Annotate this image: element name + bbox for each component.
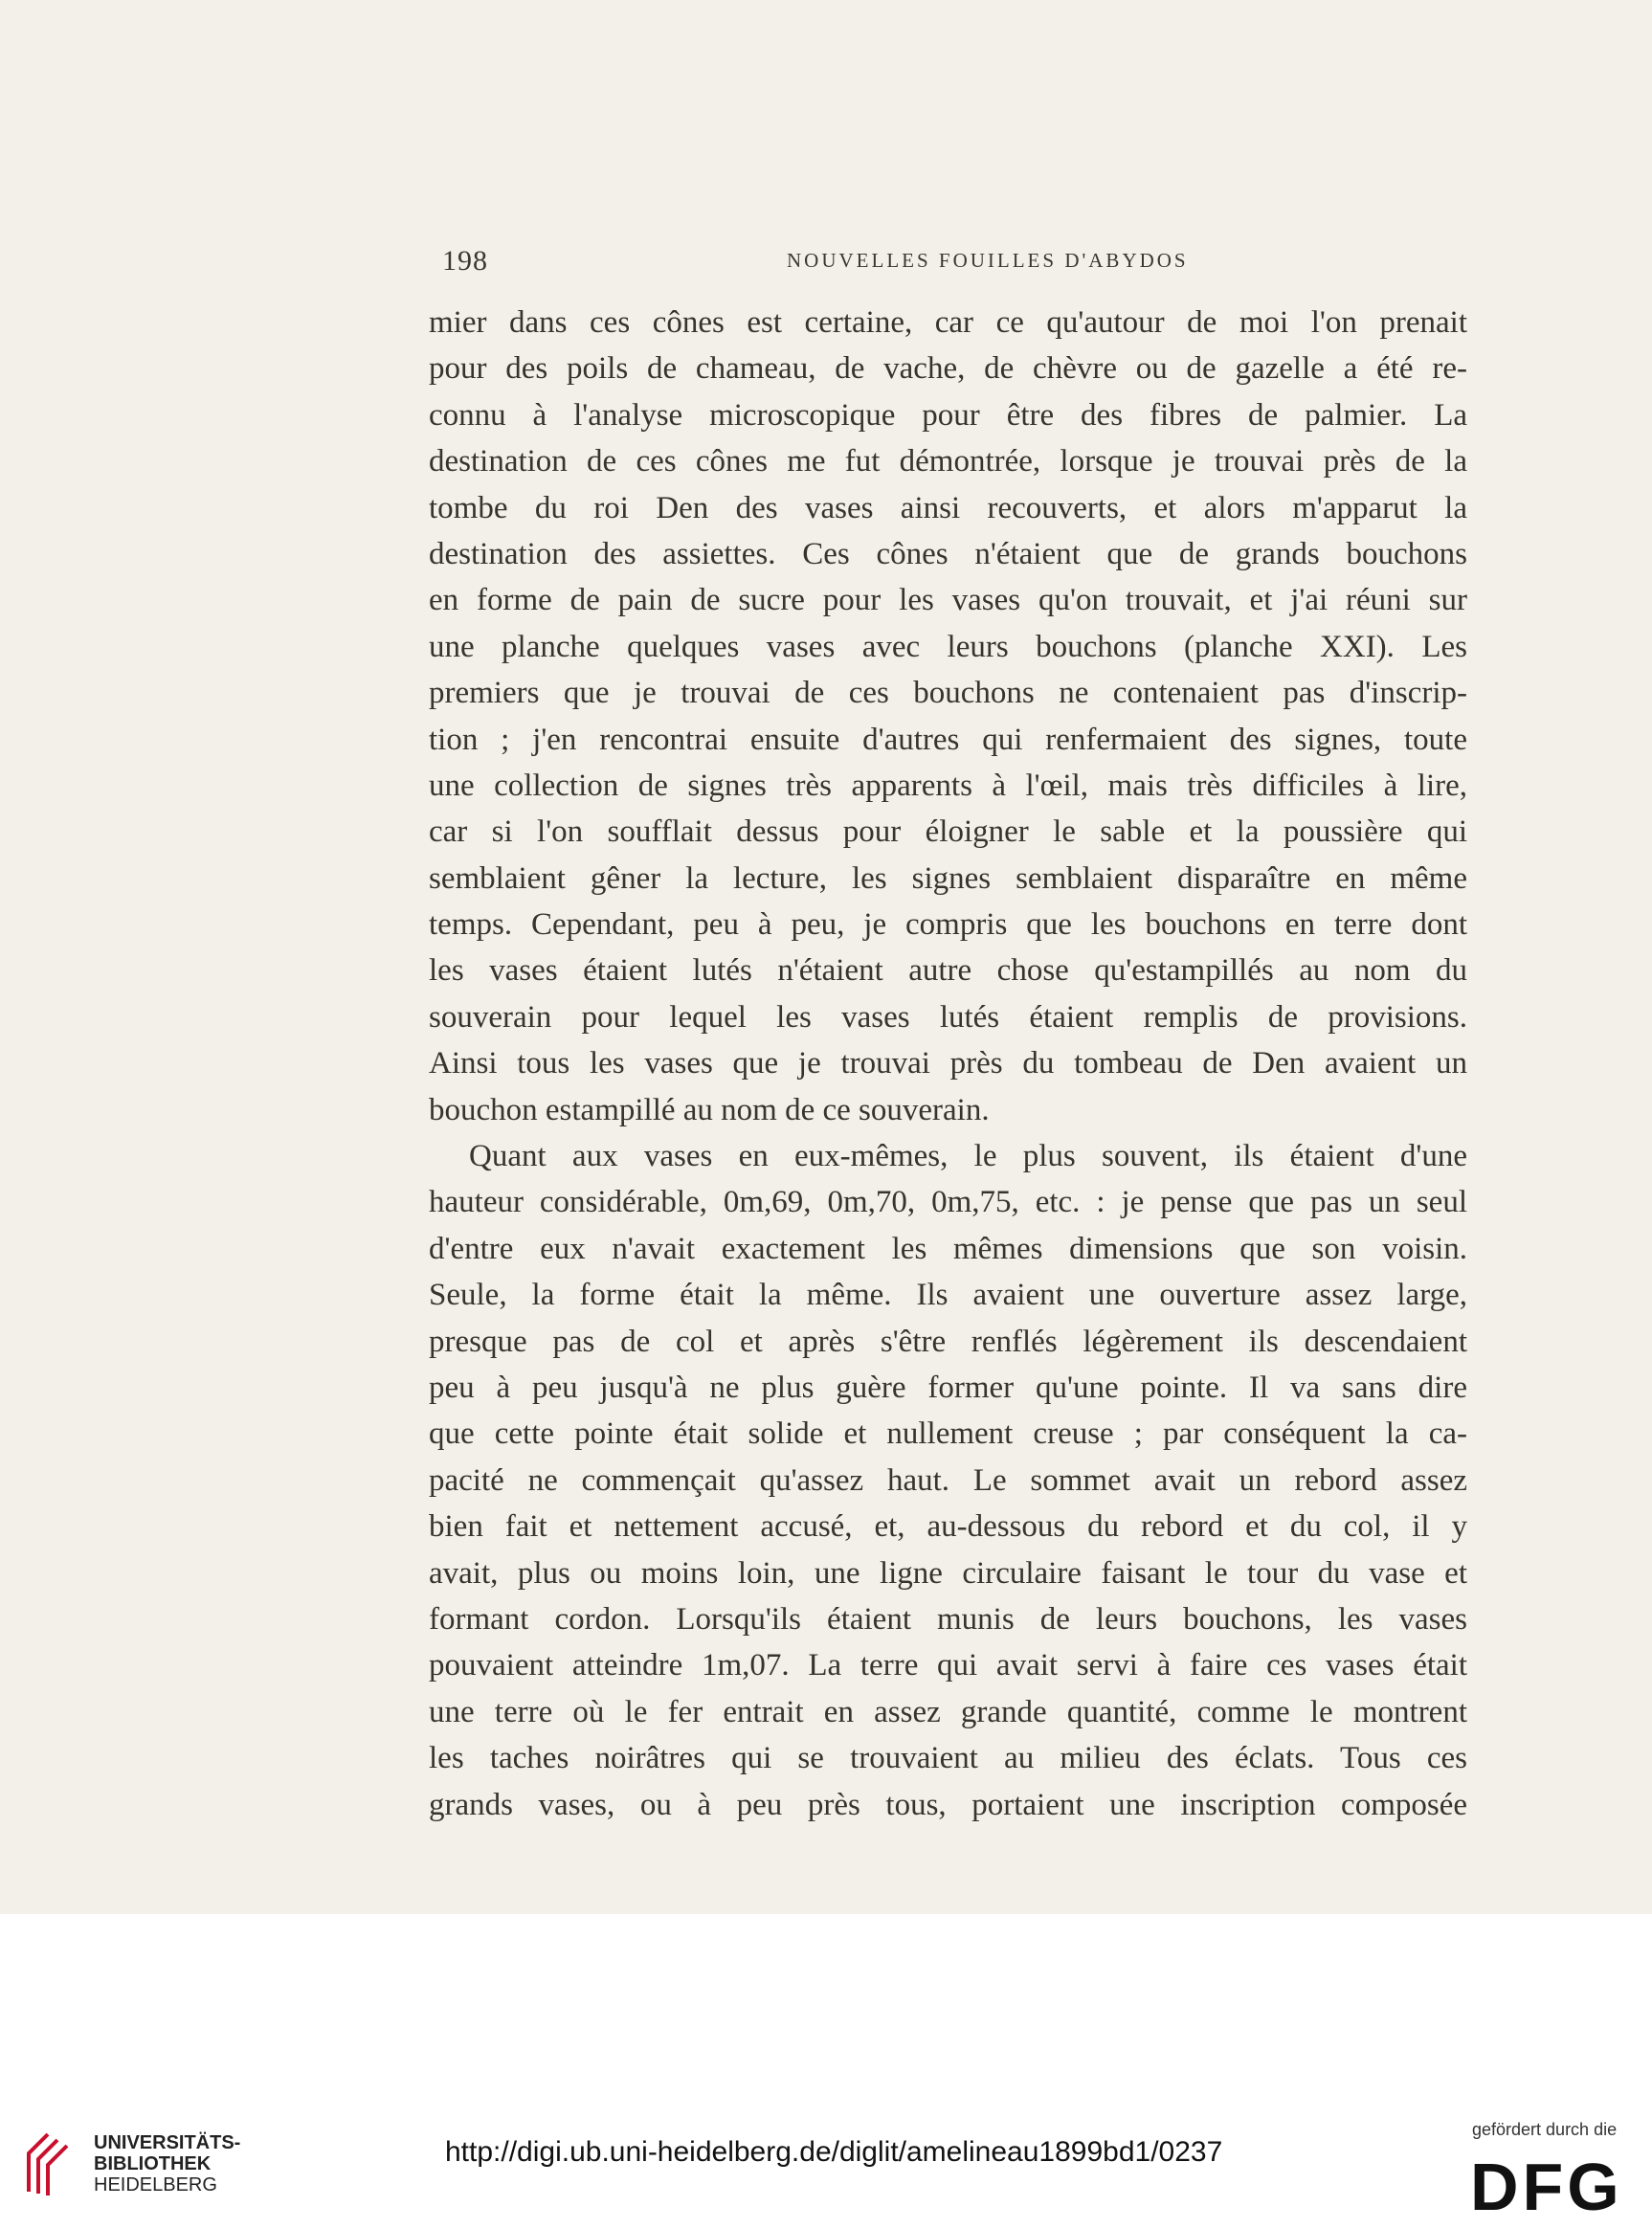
text-line: semblaient gêner la lecture, les signes semblaient disparaître en même bbox=[429, 860, 1467, 896]
text-line: pouvaient atteindre 1m,07. La terre qui avait servi à faire ces vases était bbox=[429, 1648, 1467, 1683]
text-line: une collection de signes très apparents à l'œil, mais très difficiles à lire, bbox=[429, 768, 1467, 803]
text-line: tion ; j'en rencontrai ensuite d'autres qui renfermaient des signes, toute bbox=[429, 722, 1467, 757]
text-line: presque pas de col et après s'être renflés légèrement ils descendaient bbox=[429, 1324, 1467, 1359]
text-line: destination de ces cônes me fut démontrée, lorsque je trouvai près de la bbox=[429, 444, 1467, 479]
library-logo-icon bbox=[19, 2125, 82, 2201]
text-line: formant cordon. Lorsqu'ils étaient munis de leurs bouchons, les vases bbox=[429, 1601, 1467, 1637]
text-line: pour des poils de chameau, de vache, de chèvre ou de gazelle a été re- bbox=[429, 351, 1467, 387]
text-line: bien fait et nettement accusé, et, au-dessous du rebord et du col, il y bbox=[429, 1509, 1467, 1545]
text-line: hauteur considérable, 0m,69, 0m,70, 0m,75, etc. : je pense que pas un seul bbox=[429, 1185, 1467, 1220]
library-name-line: BIBLIOTHEK bbox=[94, 2153, 212, 2174]
text-line: une planche quelques vases avec leurs bouchons (planche XXI). Les bbox=[429, 629, 1467, 664]
text-line: Quant aux vases en eux-mêmes, le plus souvent, ils étaient d'une bbox=[469, 1139, 1467, 1174]
text-line: les taches noirâtres qui se trouvaient au milieu des éclats. Tous ces bbox=[429, 1741, 1467, 1776]
text-line: en forme de pain de sucre pour les vases qu'on trouvait, et j'ai réuni sur bbox=[429, 583, 1467, 618]
text-line: avait, plus ou moins loin, une ligne circulaire faisant le tour du vase et bbox=[429, 1555, 1467, 1591]
text-line: car si l'on soufflait dessus pour éloigner le sable et la poussière qui bbox=[429, 814, 1467, 850]
text-line: souverain pour lequel les vases lutés étaient remplis de provisions. bbox=[429, 999, 1467, 1035]
text-line: peu à peu jusqu'à ne plus guère former qu'une pointe. Il va sans dire bbox=[429, 1370, 1467, 1405]
dfg-logo: DFG bbox=[1470, 2150, 1623, 2224]
text-line: tombe du roi Den des vases ainsi recouverts, et alors m'apparut la bbox=[429, 490, 1467, 525]
text-line: bouchon estampillé au nom de ce souverain. bbox=[429, 1092, 990, 1127]
body-text bbox=[429, 300, 1467, 1828]
running-head bbox=[442, 245, 1457, 283]
text-line: premiers que je trouvai de ces bouchons ne contenaient pas d'inscrip- bbox=[429, 676, 1467, 711]
text-line: connu à l'analyse microscopique pour être des fibres de palmier. La bbox=[429, 397, 1467, 433]
text-line: grands vases, ou à peu près tous, portaient une inscription composée bbox=[429, 1787, 1467, 1822]
text-line: une terre où le fer entrait en assez grande quantité, comme le montrent bbox=[429, 1694, 1467, 1729]
funded-by-label: gefördert durch die bbox=[1472, 2120, 1618, 2139]
text-line: d'entre eux n'avait exactement les mêmes dimensions que son voisin. bbox=[429, 1231, 1467, 1266]
text-line: destination des assiettes. Ces cônes n'étaient que de grands bouchons bbox=[429, 536, 1467, 571]
text-line: temps. Cependant, peu à peu, je compris que les bouchons en terre dont bbox=[429, 907, 1467, 943]
page-number: 198 bbox=[442, 245, 488, 277]
text-line: Seule, la forme était la même. Ils avaient une ouverture assez large, bbox=[429, 1278, 1467, 1313]
text-line: Ainsi tous les vases que je trouvai près du tombeau de Den avaient un bbox=[429, 1046, 1467, 1081]
text-line: que cette pointe était solide et nullement creuse ; par conséquent la ca- bbox=[429, 1416, 1467, 1452]
footer bbox=[0, 1914, 1652, 2229]
text-line: pacité ne commençait qu'assez haut. Le sommet avait un rebord assez bbox=[429, 1462, 1467, 1498]
running-title: NOUVELLES FOUILLES D'ABYDOS bbox=[787, 249, 1189, 272]
library-name bbox=[94, 2132, 240, 2196]
text-line: mier dans ces cônes est certaine, car ce qu'autour de moi l'on prenait bbox=[429, 305, 1467, 340]
library-name-line: HEIDELBERG bbox=[94, 2174, 217, 2196]
text-line: les vases étaient lutés n'étaient autre chose qu'estampillés au nom du bbox=[429, 953, 1467, 989]
permalink-url[interactable]: http://digi.ub.uni-heidelberg.de/diglit/amelineau1899bd1/0237 bbox=[445, 2136, 1223, 2168]
library-name-line: UNIVERSITÄTS- bbox=[94, 2132, 241, 2153]
